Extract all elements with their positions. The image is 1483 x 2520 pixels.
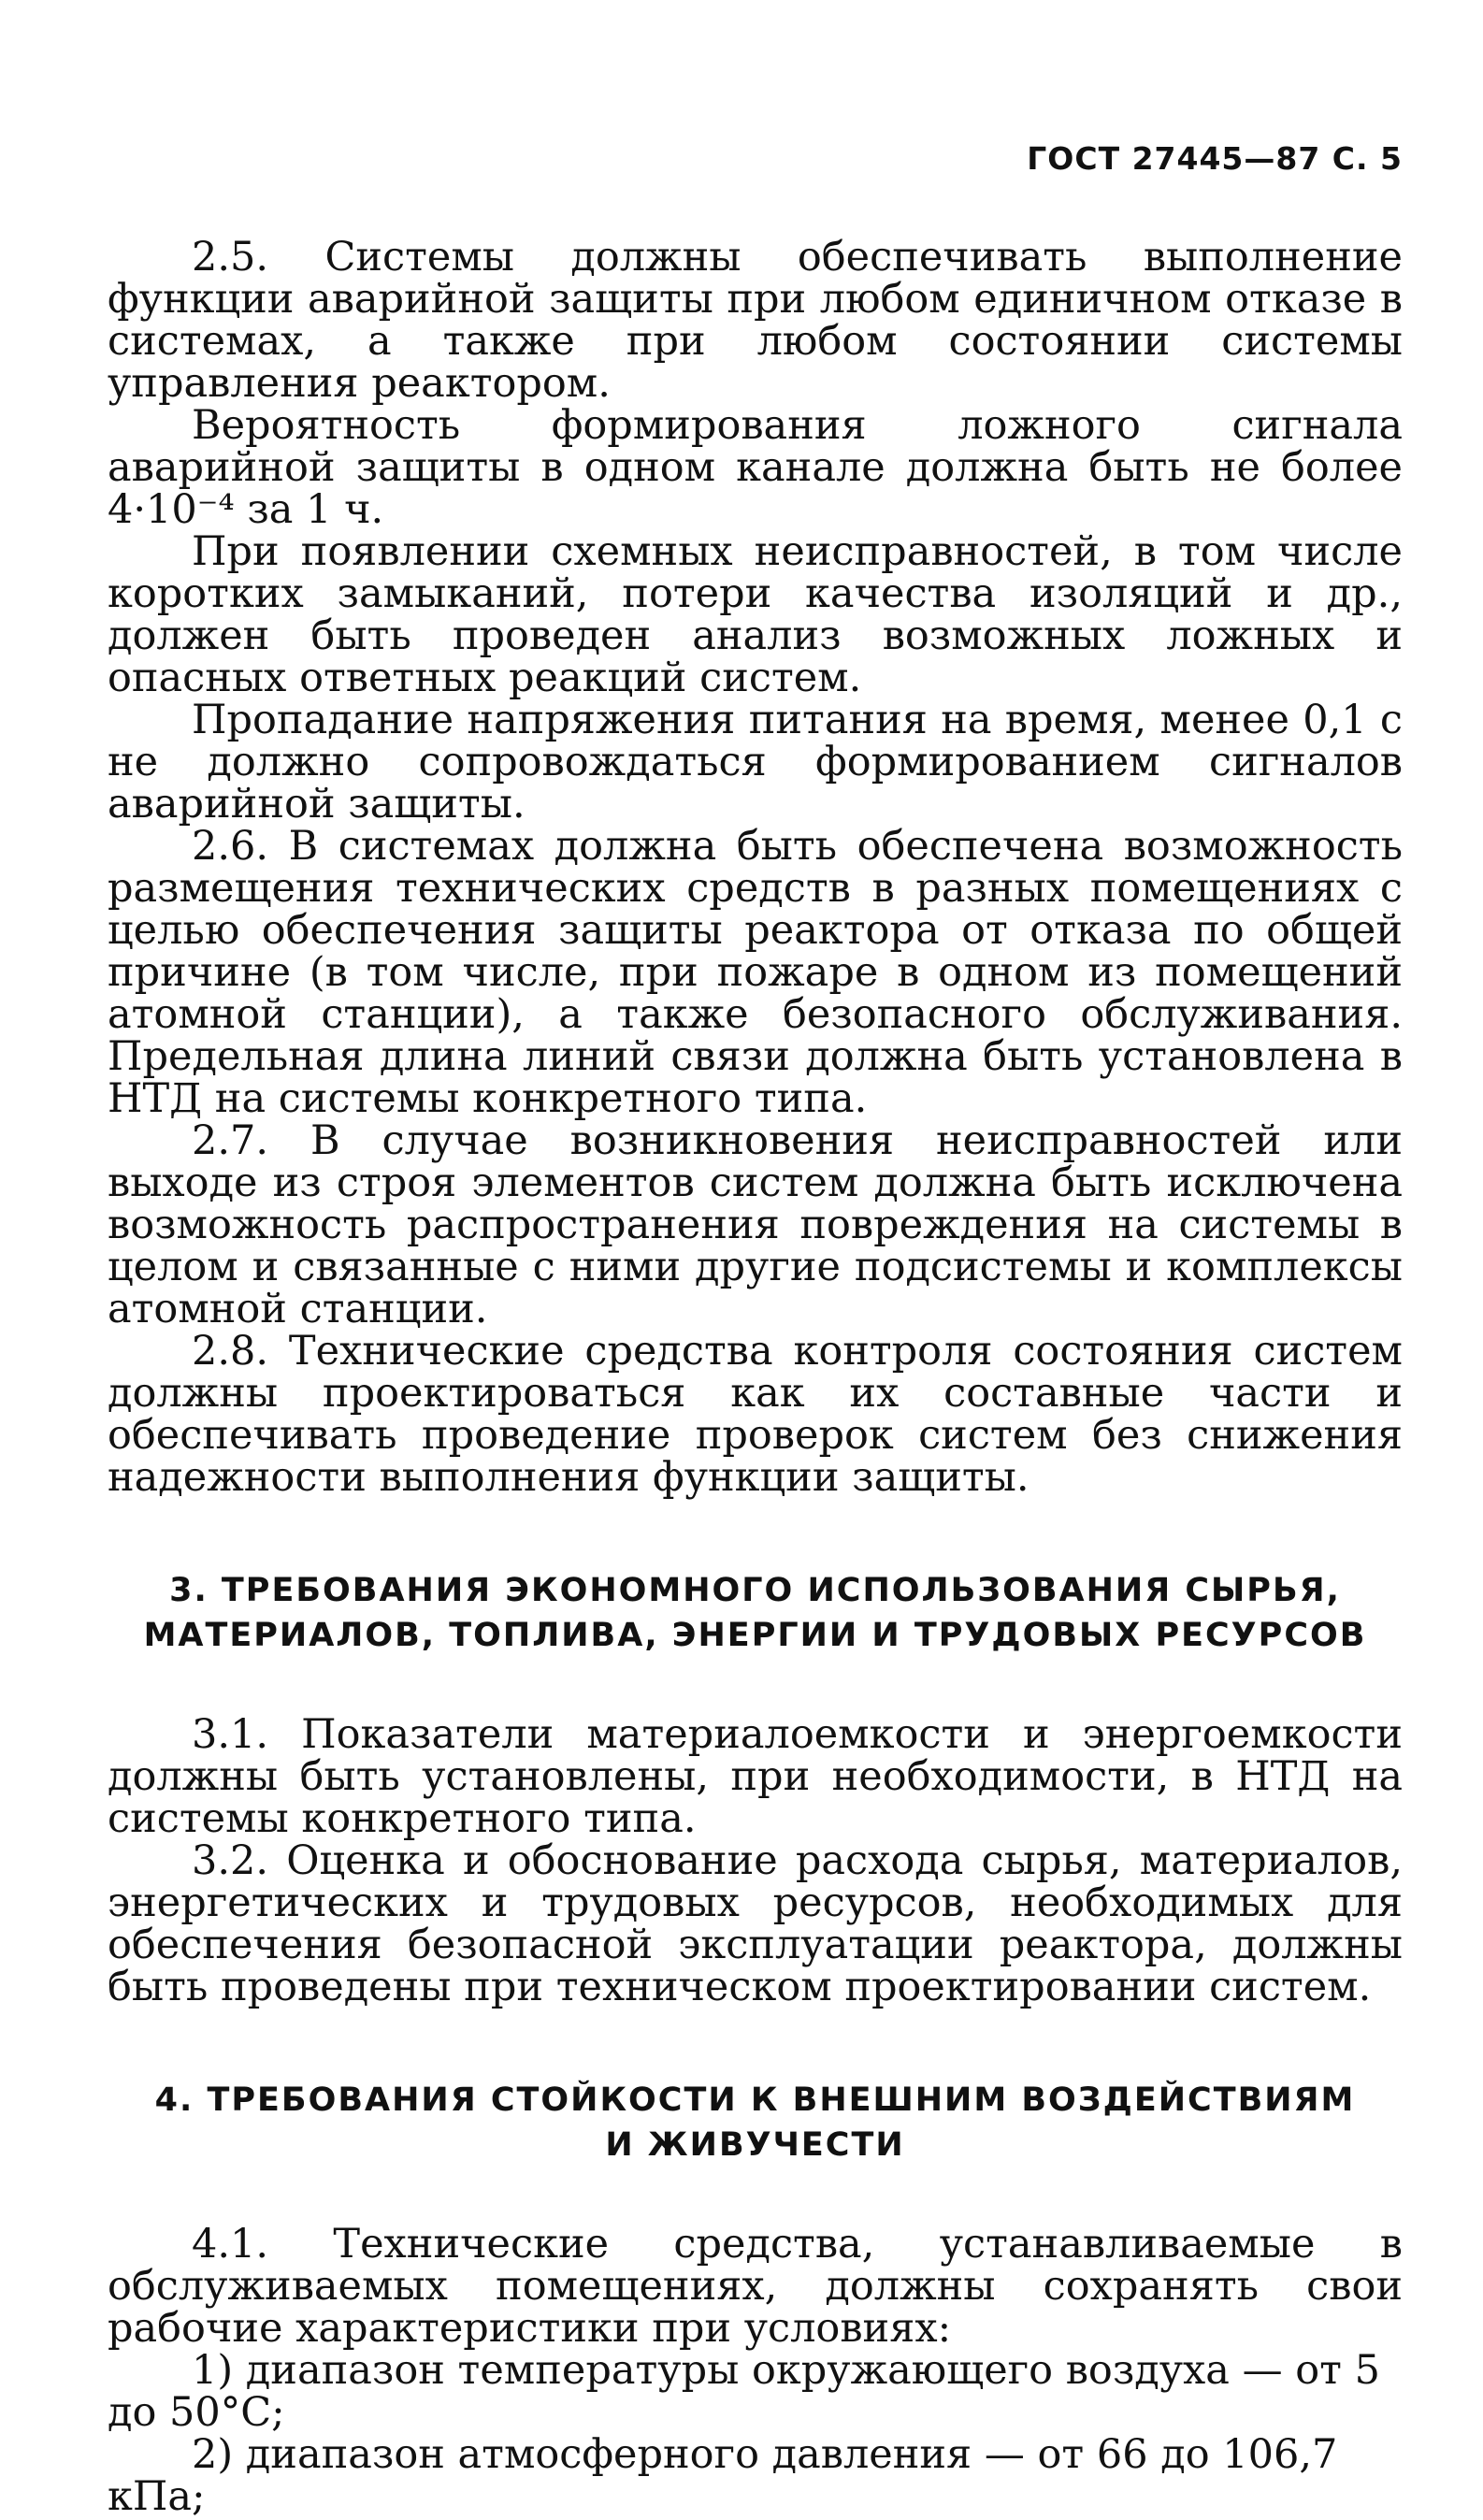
paragraph-power-loss: Пропадание напряжения питания на время, менее 0,1 с не должно сопровождаться формированием сигналов аварийной защиты. <box>108 697 1403 828</box>
section-2-body <box>108 234 1403 1501</box>
paragraph-2-7: 2.7. В случае возникновения неисправностей или выходе из строя элементов систем должна быть исключена возможность распространения повреждения на системы в целом и связанные с ними другие подсистемы и комплексы атомной станции. <box>108 1117 1403 1332</box>
document-page <box>108 140 1403 2518</box>
section-3-heading-line-2: МАТЕРИАЛОВ, ТОПЛИВА, ЭНЕРГИИ И ТРУДОВЫХ РЕСУРСОВ <box>143 1617 1367 1654</box>
list-item-temperature: 1) диапазон температуры окружающего воздуха — от 5 до 50°С; <box>108 2347 1380 2436</box>
paragraph-3-1: 3.1. Показатели материалоемкости и энергоемкости должны быть установлены, при необходимости, в НТД на системы конкретного типа. <box>108 1711 1403 1842</box>
section-4-body <box>108 2221 1403 2520</box>
paragraph-2-8: 2.8. Технические средства контроля состояния систем должны проектироваться как их составные части и обеспечивать проведение проверок систем без снижения надежности выполнения функции защиты. <box>108 1328 1403 1501</box>
section-3-body <box>108 1711 1403 2010</box>
section-4-heading <box>108 2078 1403 2167</box>
section-3-heading-line-1: 3. ТРЕБОВАНИЯ ЭКОНОМНОГО ИСПОЛЬЗОВАНИЯ СЫРЬЯ, <box>169 1572 1341 1609</box>
section-4-heading-line-2: И ЖИВУЧЕСТИ <box>605 2126 905 2164</box>
paragraph-2-6: 2.6. В системах должна быть обеспечена возможность размещения технических средств в разных помещениях с целью обеспечения защиты реактора от отказа по общей причине (в том числе, при пожаре в одном из помещений атомной станции), а также безопасного обслуживания. Предельная длина линий связи должна быть установлена в НТД на системы конкретного типа. <box>108 823 1403 1122</box>
paragraph-3-2: 3.2. Оценка и обоснование расхода сырья, материалов, энергетических и трудовых ресурсов, необходимых для обеспечения безопасной эксплуатации реактора, должны быть проведены при техническом проектировании систем. <box>108 1837 1403 2010</box>
paragraph-2-5: 2.5. Системы должны обеспечивать выполнение функции аварийной защиты при любом единичном отказе в системах, а также при любом состоянии системы управления реактором. <box>108 234 1403 407</box>
list-item-pressure: 2) диапазон атмосферного давления — от 66 до 106,7 кПа; <box>108 2431 1338 2520</box>
paragraph-circuit-faults: При появлении схемных неисправностей, в том числе коротких замыканий, потери качества изоляций и др., должен быть проведен анализ возможных ложных и опасных ответных реакций систем. <box>108 528 1403 701</box>
paragraph-false-signal-probability: Вероятность формирования ложного сигнала аварийной защиты в одном канале должна быть не более 4·10⁻⁴ за 1 ч. <box>108 402 1403 533</box>
section-3-heading <box>108 1568 1403 1658</box>
section-4-heading-line-1: 4. ТРЕБОВАНИЯ СТОЙКОСТИ К ВНЕШНИМ ВОЗДЕЙСТВИЯМ <box>154 2081 1356 2119</box>
running-head: ГОСТ 27445—87 С. 5 <box>1027 140 1403 177</box>
paragraph-4-1: 4.1. Технические средства, устанавливаемые в обслуживаемых помещениях, должны сохранять свои рабочие характеристики при условиях: <box>108 2221 1403 2352</box>
